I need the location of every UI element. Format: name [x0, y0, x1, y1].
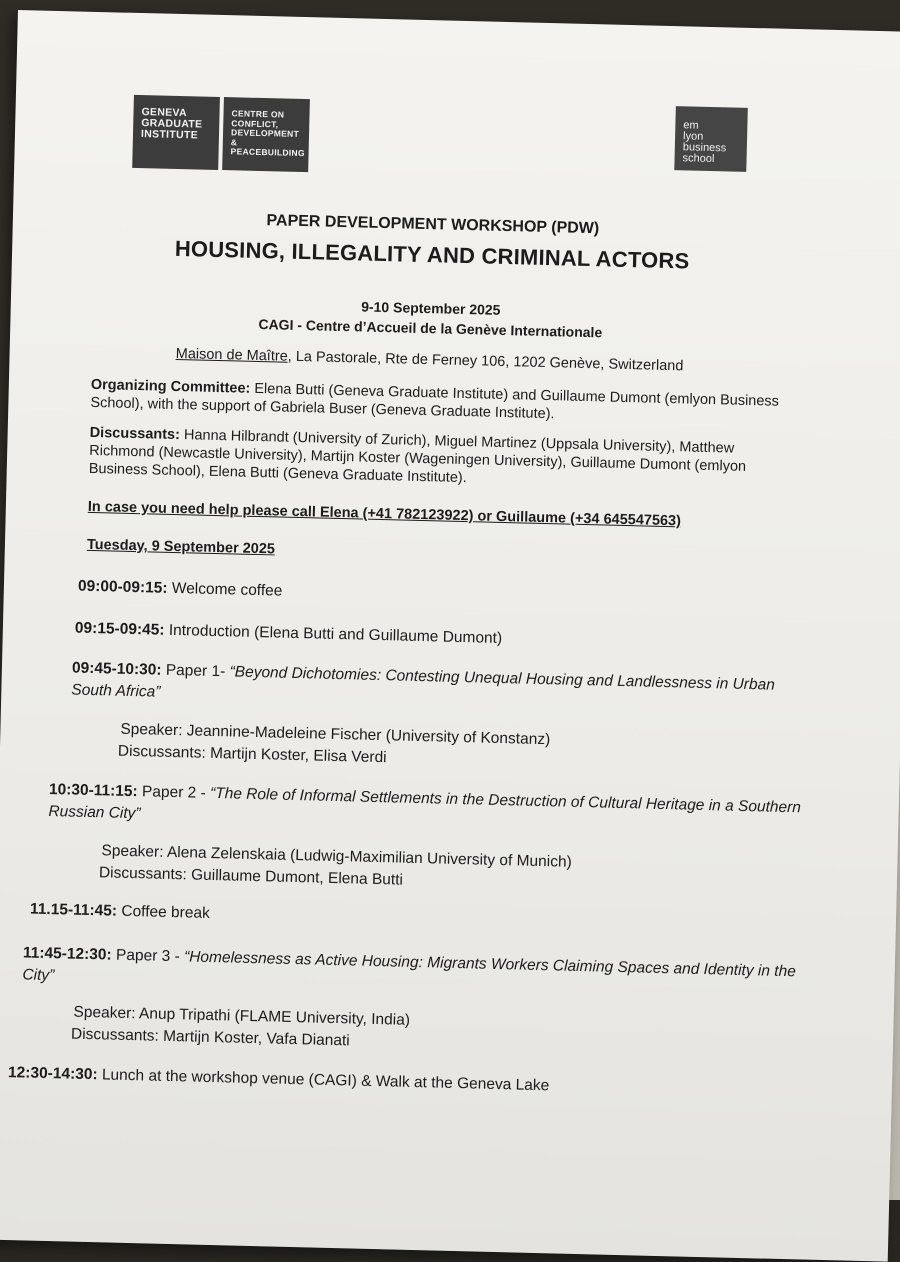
schedule-item: 09:45-10:30: Paper 1- “Beyond Dichotomies: Contesting Unequal Housing and Landlessness in Urban South Africa”: [71, 659, 776, 701]
event-dates: 9-10 September 2025: [361, 298, 501, 318]
discussants-list: Discussants: Hanna Hilbrandt (University of Zurich), Miguel Martinez (Uppsala University), Matthew Richmond (Newcastle University), Martijn Koster (Wageningen University), Guillaume Dumont (emlyon Business School), Elena Butti (Geneva Graduate Institute).: [88, 424, 747, 487]
event-address: Maison de Maître, La Pastorale, Rte de Ferney 106, 1202 Genève, Switzerland: [175, 345, 684, 375]
speaker-line: Speaker: Alena Zelenskaia (Ludwig-Maximilian University of Munich): [101, 842, 572, 871]
schedule-item: 09:00-09:15: Welcome coffee: [77, 577, 283, 600]
event-venue: CAGI - Centre d’Accueil de la Genève Internationale: [258, 315, 603, 341]
help-contact: In case you need help please call Elena (+41 782123922) or Guillaume (+34 645547563): [87, 498, 682, 530]
document-title: HOUSING, ILLEGALITY AND CRIMINAL ACTORS: [174, 235, 690, 274]
discussants-line: Discussants: Martijn Koster, Elisa Verdi: [117, 742, 387, 767]
geneva-graduate-institute-logo: GENEVA GRADUATE INSTITUTE: [132, 95, 220, 170]
venue-link[interactable]: Maison de Maître: [175, 345, 288, 365]
schedule-item: 11:45-12:30: Paper 3 - “Homelessness as Active Housing: Migrants Workers Claiming Spaces and Identity in the City”: [22, 944, 797, 985]
schedule-item: 12:30-14:30: Lunch at the workshop venue (CAGI) & Walk at the Geneva Lake: [7, 1064, 550, 1095]
geneva-logos: [132, 95, 310, 172]
discussants-line: Discussants: Guillaume Dumont, Elena Butti: [98, 864, 404, 889]
workshop-heading: PAPER DEVELOPMENT WORKSHOP (PDW): [266, 212, 600, 238]
speaker-line: Speaker: Anup Tripathi (FLAME University, India): [73, 1003, 411, 1029]
ccdp-logo: CENTRE ON CONFLICT, DEVELOPMENT & PEACEBUILDING: [222, 97, 310, 172]
day-heading: Tuesday, 9 September 2025: [86, 536, 276, 558]
document-sheet: [0, 10, 900, 1262]
speaker-line: Speaker: Jeannine-Madeleine Fischer (University of Konstanz): [120, 720, 551, 749]
emlyon-logo: em lyon business school: [674, 106, 748, 172]
schedule-item: 11.15-11:45: Coffee break: [29, 900, 211, 922]
organizing-committee: Organizing Committee: Elena Butti (Geneva Graduate Institute) and Guillaume Dumont (emlyon Business School), with the support of Gabriela Buser (Geneva Graduate Institute).: [90, 376, 780, 423]
schedule-item: 09:15-09:45: Introduction (Elena Butti and Guillaume Dumont): [74, 619, 503, 648]
schedule-item: 10:30-11:15: Paper 2 - “The Role of Informal Settlements in the Destruction of Cultural Heritage in a Southern Russian City”: [48, 780, 802, 823]
discussants-line: Discussants: Martijn Koster, Vafa Dianati: [70, 1025, 350, 1050]
